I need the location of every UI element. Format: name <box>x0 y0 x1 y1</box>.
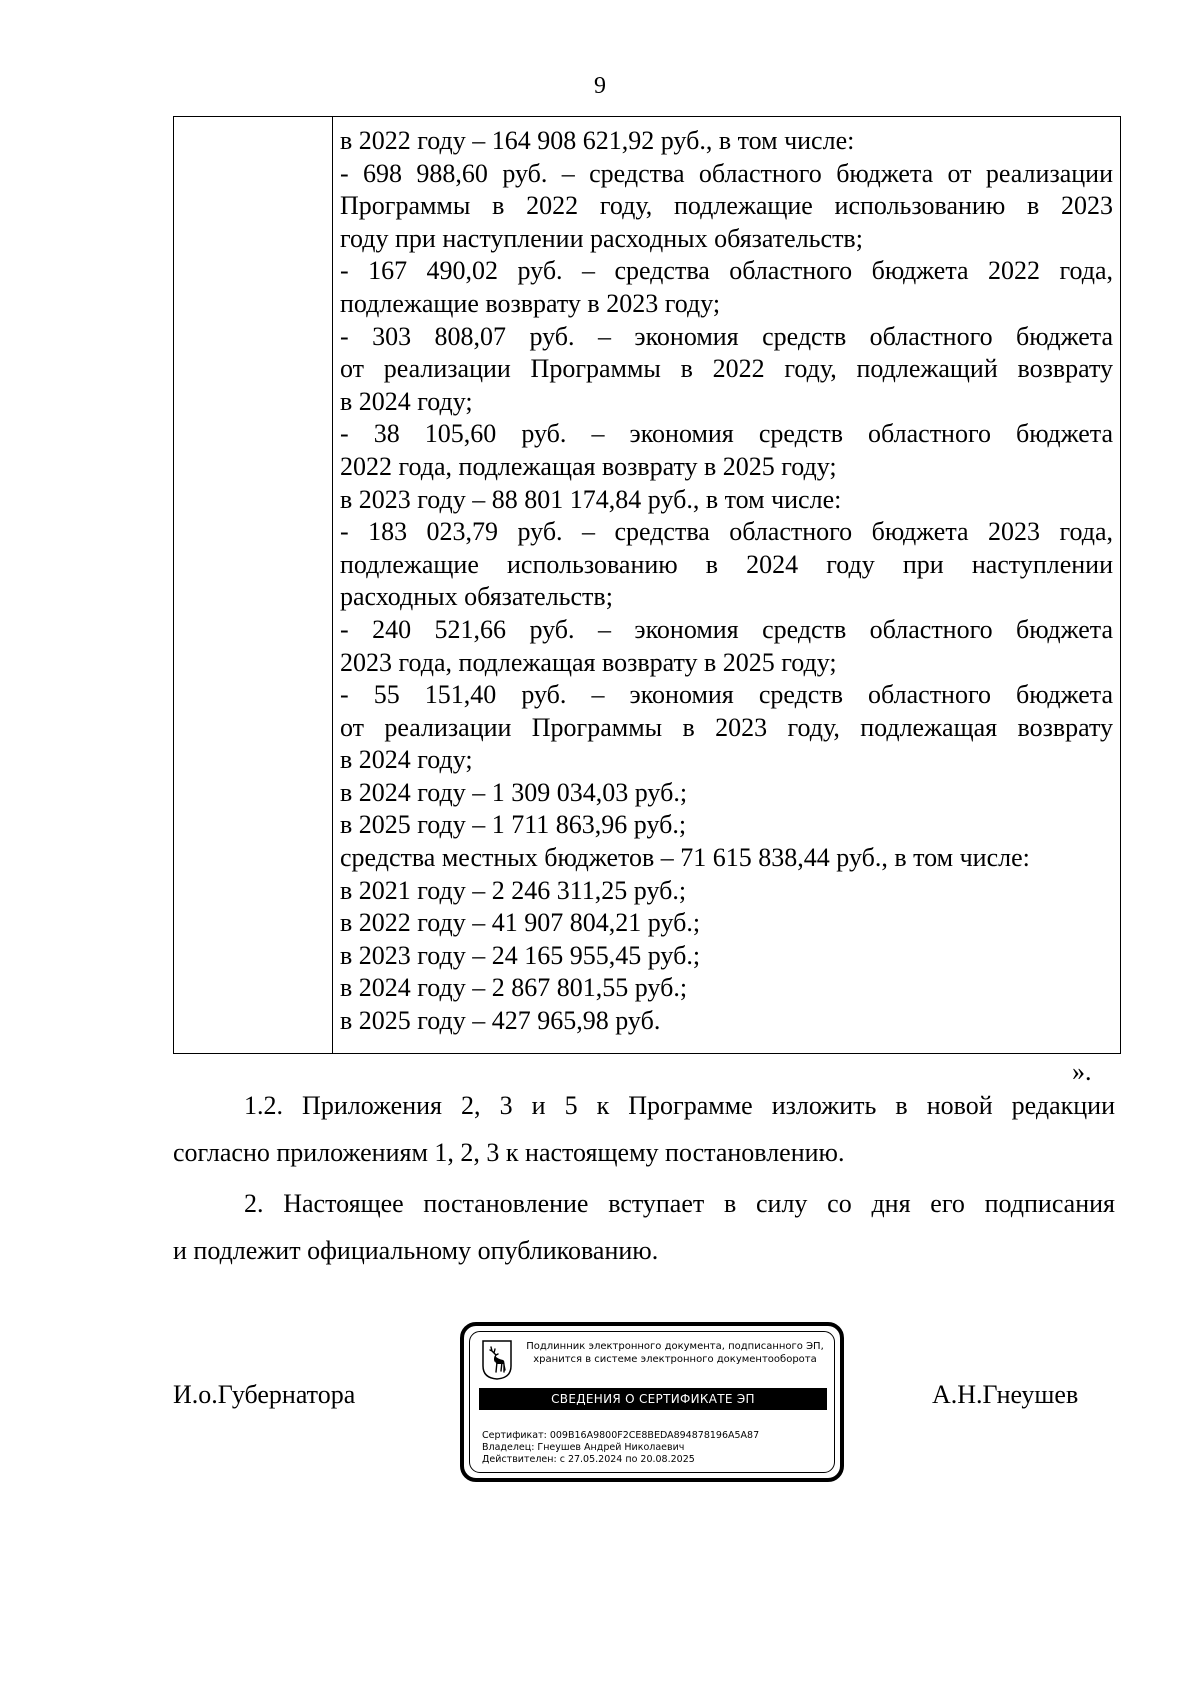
table-line: в 2022 году – 41 907 804,21 руб.; <box>340 908 701 938</box>
table-line: в 2024 году; <box>340 745 473 775</box>
e-signature-stamp <box>460 1322 844 1482</box>
table-line: расходных обязательств; <box>340 582 613 612</box>
table-line: подлежащие возврату в 2023 году; <box>340 288 721 318</box>
table-line: в 2022 году – 164 908 621,92 руб., в том числе: <box>340 126 855 155</box>
table-line: Программы в 2022 году, подлежащие использованию в 2023 <box>340 191 1113 221</box>
signatory-title: И.о.Губернатора <box>173 1380 356 1409</box>
paragraph-line: и подлежит официальному опубликованию. <box>173 1236 659 1265</box>
table-line: подлежащие использованию в 2024 году при наступлении <box>340 549 1113 579</box>
table-line: в 2023 году – 88 801 174,84 руб., в том числе: <box>340 484 842 514</box>
table-line: от реализации Программы в 2023 году, подлежащая возврату <box>340 712 1113 742</box>
deer-emblem-icon <box>482 1340 512 1380</box>
table-left-cell <box>174 117 333 1053</box>
stamp-owner: Владелец: Гнеушев Андрей Николаевич <box>482 1442 685 1453</box>
table-line: 2023 года, подлежащая возврату в 2025 году; <box>340 647 837 677</box>
closing-quote: ». <box>1072 1057 1092 1086</box>
paragraph-1-2 <box>173 1082 1115 1176</box>
stamp-certificate-bar: СВЕДЕНИЯ О СЕРТИФИКАТЕ ЭП <box>479 1388 827 1410</box>
funding-table <box>173 116 1121 1054</box>
table-line: от реализации Программы в 2022 году, подлежащий возврату <box>340 354 1113 384</box>
table-line: средства местных бюджетов – 71 615 838,44 руб., в том числе: <box>340 843 1030 873</box>
stamp-header-line: хранится в системе электронного документооборота <box>533 1354 817 1365</box>
table-line: в 2025 году – 1 711 863,96 руб.; <box>340 810 687 840</box>
table-line: в 2021 году – 2 246 311,25 руб.; <box>340 875 687 905</box>
table-line: - 303 808,07 руб. – экономия средств областного бюджета <box>340 321 1113 351</box>
table-line: - 38 105,60 руб. – экономия средств областного бюджета <box>340 419 1113 449</box>
paragraph-line: 1.2. Приложения 2, 3 и 5 к Программе изложить в новой редакции <box>244 1091 1115 1120</box>
table-line: в 2024 году – 1 309 034,03 руб.; <box>340 777 688 807</box>
table-line: - 698 988,60 руб. – средства областного бюджета от реализации <box>340 158 1113 188</box>
table-line: в 2024 году – 2 867 801,55 руб.; <box>340 973 688 1003</box>
table-line: году при наступлении расходных обязательств; <box>340 223 863 253</box>
stamp-certificate-number: Сертификат: 009B16A9800F2CE8BEDA894878196A5A87 <box>482 1430 760 1441</box>
table-line: 2022 года, подлежащая возврату в 2025 году; <box>340 451 837 481</box>
table-line: в 2023 году – 24 165 955,45 руб.; <box>340 940 701 970</box>
signatory-name: А.Н.Гнеушев <box>932 1380 1079 1409</box>
table-line: в 2025 году – 427 965,98 руб. <box>340 1006 661 1036</box>
table-line: в 2024 году; <box>340 386 473 416</box>
table-line: - 183 023,79 руб. – средства областного бюджета 2023 года, <box>340 517 1113 547</box>
paragraph-2 <box>173 1180 1115 1274</box>
stamp-validity: Действителен: с 27.05.2024 по 20.08.2025 <box>482 1454 695 1465</box>
stamp-header-line: Подлинник электронного документа, подписанного ЭП, <box>526 1341 824 1352</box>
table-right-cell <box>340 125 1113 1038</box>
table-line: - 55 151,40 руб. – экономия средств областного бюджета <box>340 680 1113 710</box>
page-number: 9 <box>594 73 606 99</box>
table-line: - 167 490,02 руб. – средства областного бюджета 2022 года, <box>340 256 1113 286</box>
table-line: - 240 521,66 руб. – экономия средств областного бюджета <box>340 614 1113 644</box>
paragraph-line: согласно приложениям 1, 2, 3 к настоящему постановлению. <box>173 1138 845 1167</box>
paragraph-line: 2. Настоящее постановление вступает в силу со дня его подписания <box>244 1189 1115 1218</box>
